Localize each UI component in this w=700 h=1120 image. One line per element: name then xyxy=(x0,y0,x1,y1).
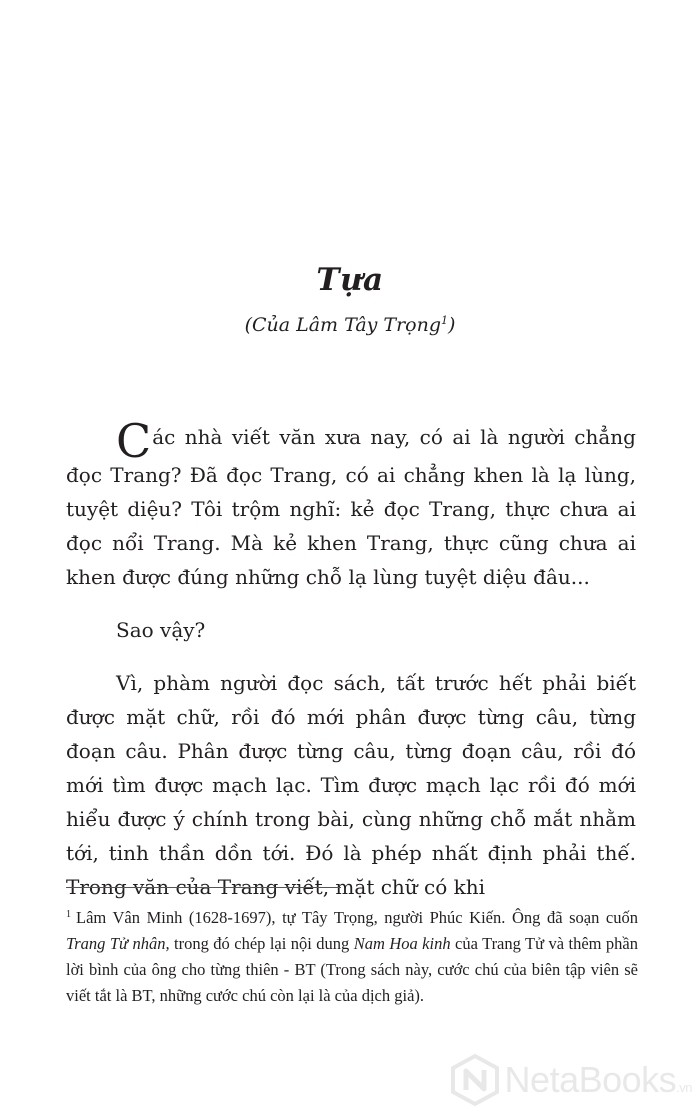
footnote xyxy=(66,905,638,1009)
drop-cap: C xyxy=(116,414,152,468)
footnote-italic-b: Nam Hoa kinh xyxy=(353,934,451,953)
watermark-brand-text: NetaBooks xyxy=(504,1059,677,1100)
subtitle-text: (Của Lâm Tây Trọng xyxy=(244,314,442,336)
netabooks-n-logo-icon xyxy=(449,1054,501,1106)
footnote-text-a: Lâm Vân Minh (1628-1697), tự Tây Trọng, người Phúc Kiến. Ông đã soạn cuốn xyxy=(76,908,638,927)
paragraph-2: Sao vậy? xyxy=(116,618,206,642)
footnote-divider xyxy=(66,887,341,888)
paragraph-3: Vì, phàm người đọc sách, tất trước hết phải biết được mặt chữ, rồi đó mới phân được từng câu, từng đoạn câu. Phân được từng câu, từng đoạn câu, rồi đó mới tìm được mạch lạc. Tìm được mạch lạc rồi đó mới hiểu được ý chính trong bài, cùng những chỗ mắt nhằm tới, tinh thần dồn tới. Đó là phép nhất định phải thế. Trong văn của Trang viết, mặt chữ có khi xyxy=(66,671,636,899)
paragraph-1 xyxy=(66,414,636,594)
footnote-number: 1 xyxy=(66,909,71,920)
watermark-brand xyxy=(505,1059,692,1101)
page-title: Tựa xyxy=(316,262,384,298)
footnote-text-b: trong đó chép lại nội dung xyxy=(169,934,354,953)
watermark xyxy=(449,1054,692,1106)
paragraph-1-text: ác nhà viết văn xưa nay, có ai là người chẳng đọc Trang? Đã đọc Trang, có ai chẳng khen là lạ lùng, tuyệt diệu? Tôi trộm nghĩ: kẻ đọc Trang, thực chưa ai đọc nổi Trang. Mà kẻ khen Trang, thực cũng chưa ai khen được đúng những chỗ lạ lùng tuyệt diệu đâu... xyxy=(66,425,636,589)
subtitle-footnote-ref: 1 xyxy=(441,314,449,327)
watermark-suffix: .vn xyxy=(676,1080,692,1095)
footnote-italic-a: Trang Tử nhân, xyxy=(66,934,170,953)
subtitle-close: ) xyxy=(448,314,456,336)
footnote-text-c: của Trang Tử và thêm phần lời bình của ông cho từng thiên - BT (Trong sách này, cước chú của biên tập viên sẽ viết tắt là BT, những cước chú còn lại là của dịch giả). xyxy=(66,934,638,1005)
body-text xyxy=(66,414,636,923)
page-subtitle xyxy=(0,314,700,336)
